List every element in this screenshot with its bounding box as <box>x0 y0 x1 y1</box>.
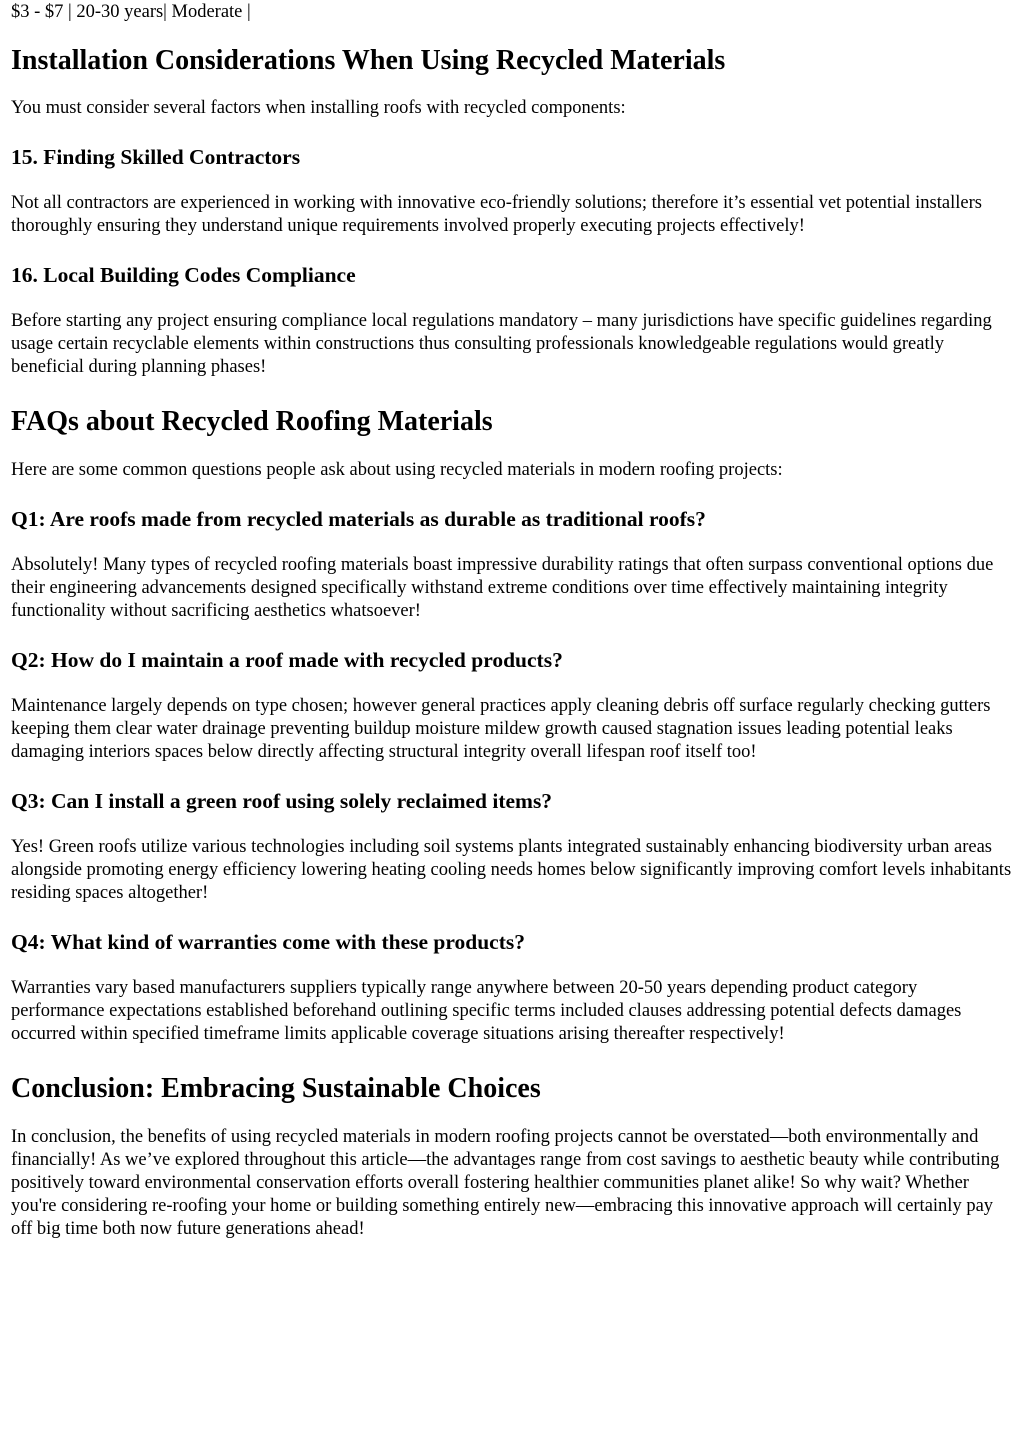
contractors-body: Not all contractors are experienced in working with innovative eco-friendly solutions; therefore it’s essential vet potential installers thoroughly ensuring they understand unique requirements involved properly executing projects effectively! <box>11 193 982 236</box>
building-codes-body: Before starting any project ensuring compliance local regulations mandatory – many jurisdictions have specific guidelines regarding usage certain recyclable elements within constructions thus consulting professionals knowledgeable regulations would greatly beneficial during planning phases! <box>11 311 992 377</box>
faq-answer-1: Absolutely! Many types of recycled roofing materials boast impressive durability ratings that often surpass conventional options due their engineering advancements designed specifically withstand extreme conditions over time effectively maintaining integrity functionality without sacrificing aesthetics whatsoever! <box>11 555 994 621</box>
faq-question-4: Q4: What kind of warranties come with these products? <box>11 930 526 954</box>
contractors-heading: 15. Finding Skilled Contractors <box>11 145 301 169</box>
faqs-heading: FAQs about Recycled Roofing Materials <box>11 406 493 437</box>
building-codes-heading: 16. Local Building Codes Compliance <box>11 263 356 287</box>
conclusion-heading: Conclusion: Embracing Sustainable Choices <box>11 1073 541 1104</box>
faq-question-3: Q3: Can I install a green roof using solely reclaimed items? <box>11 789 553 813</box>
faq-answer-2: Maintenance largely depends on type chosen; however general practices apply cleaning debris off surface regularly checking gutters keeping them clear water drainage preventing buildup moisture mildew growth caused stagnation issues leading potential leaks damaging interiors spaces below directly affecting structural integrity overall lifespan roof itself too! <box>11 696 991 762</box>
installation-heading: Installation Considerations When Using Recycled Materials <box>11 45 726 76</box>
installation-intro: You must consider several factors when installing roofs with recycled components: <box>11 98 626 118</box>
faqs-intro: Here are some common questions people ask about using recycled materials in modern roofing projects: <box>11 460 783 480</box>
faq-answer-3: Yes! Green roofs utilize various technologies including soil systems plants integrated sustainably enhancing biodiversity urban areas alongside promoting energy efficiency lowering heating cooling needs homes below significantly improving comfort levels inhabitants residing spaces altogether! <box>11 837 1012 903</box>
faq-question-1: Q1: Are roofs made from recycled materials as durable as traditional roofs? <box>11 507 706 531</box>
faq-question-2: Q2: How do I maintain a roof made with recycled products? <box>11 648 563 672</box>
faq-answer-4: Warranties vary based manufacturers suppliers typically range anywhere between 20-50 years depending product category performance expectations established beforehand outlining specific terms included clauses addressing potential defects damages occurred within specified timeframe limits applicable coverage situations arising thereafter respectively! <box>11 978 962 1044</box>
conclusion-body: In conclusion, the benefits of using recycled materials in modern roofing projects cannot be overstated—both environmentally and financially! As we’ve explored throughout this article—the advantages range from cost savings to aesthetic beauty while contributing positively toward environmental conservation efforts overall fostering healthier communities planet alike! So why wait? Whether you're considering re-roofing your home or building something entirely new—embracing this innovative approach will certainly pay off big time both now future generations ahead! <box>11 1127 1000 1239</box>
table-row-fragment: $3 - $7 | 20-30 years| Moderate | <box>11 2 251 22</box>
